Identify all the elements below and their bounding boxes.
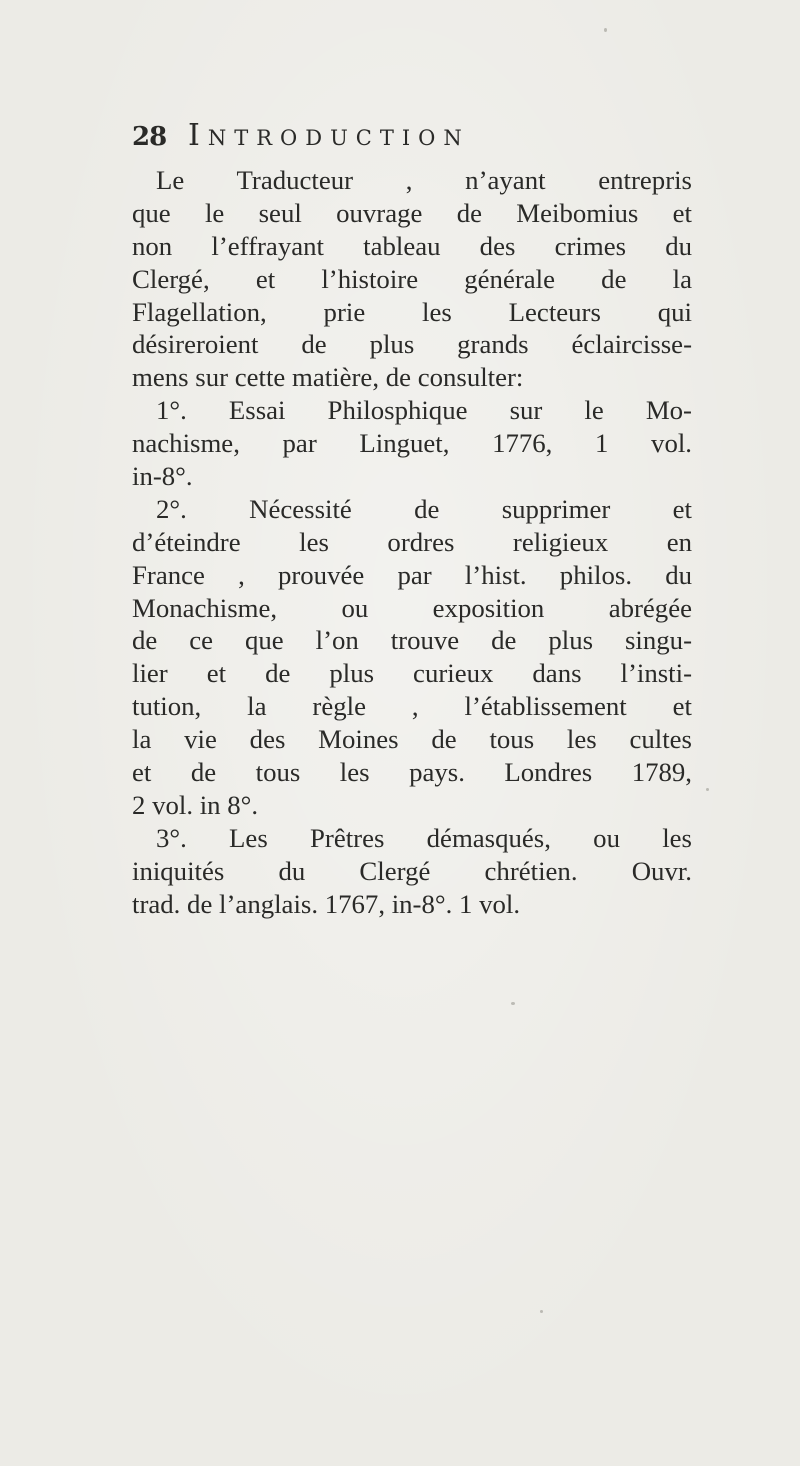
text-line: non l’effrayant tableau des crimes du — [132, 230, 692, 261]
text-line: trad. de l’anglais. 1767, in-8°. 1 vol. — [132, 888, 521, 919]
body-text — [132, 164, 692, 920]
text-line: 3°. Les Prêtres démasqués, ou les — [156, 822, 692, 853]
text-line: Flagellation, prie les Lecteurs qui — [132, 296, 692, 327]
paper-speck — [511, 1002, 515, 1005]
text-line: et de tous les pays. Londres 1789, — [132, 757, 692, 788]
paper-speck — [706, 788, 709, 791]
text-line: in-8°. — [132, 461, 193, 492]
text-line: lier et de plus curieux dans l’insti- — [132, 658, 692, 689]
text-line: de ce que l’on trouve de plus singu- — [132, 625, 692, 656]
text-line: 2°. Nécessité de supprimer et — [156, 493, 692, 524]
text-line: iniquités du Clergé chrétien. Ouvr. — [132, 855, 692, 886]
reference-2 — [132, 493, 692, 822]
text-line: la vie des Moines de tous les cultes — [132, 724, 692, 755]
text-line: Monachisme, ou exposition abrégée — [132, 592, 692, 623]
text-line: Clergé, et l’histoire générale de la — [132, 263, 692, 294]
text-line: 2 vol. in 8°. — [132, 789, 259, 820]
page-header — [132, 118, 692, 158]
text-line: Le Traducteur , n’ayant entrepris — [156, 165, 692, 195]
paper-speck — [604, 28, 607, 32]
intro-paragraph — [132, 164, 692, 394]
text-line: France , prouvée par l’hist. philos. du — [132, 559, 692, 590]
text-line: désireroient de plus grands éclaircisse- — [132, 329, 692, 360]
text-line: d’éteindre les ordres religieux en — [132, 526, 692, 557]
paper-speck — [540, 1310, 543, 1313]
text-line: que le seul ouvrage de Meibomius et — [132, 197, 692, 228]
text-line: mens sur cette matière, de consulter: — [132, 362, 524, 393]
reference-1 — [132, 394, 692, 493]
text-line: tution, la règle , l’établissement et — [132, 691, 692, 722]
running-head: Introduction — [188, 118, 470, 153]
page-number: 28 — [132, 122, 167, 152]
text-line: 1°. Essai Philosphique sur le Mo- — [156, 395, 692, 426]
text-line: nachisme, par Linguet, 1776, 1 vol. — [132, 428, 692, 459]
reference-3 — [132, 822, 692, 921]
